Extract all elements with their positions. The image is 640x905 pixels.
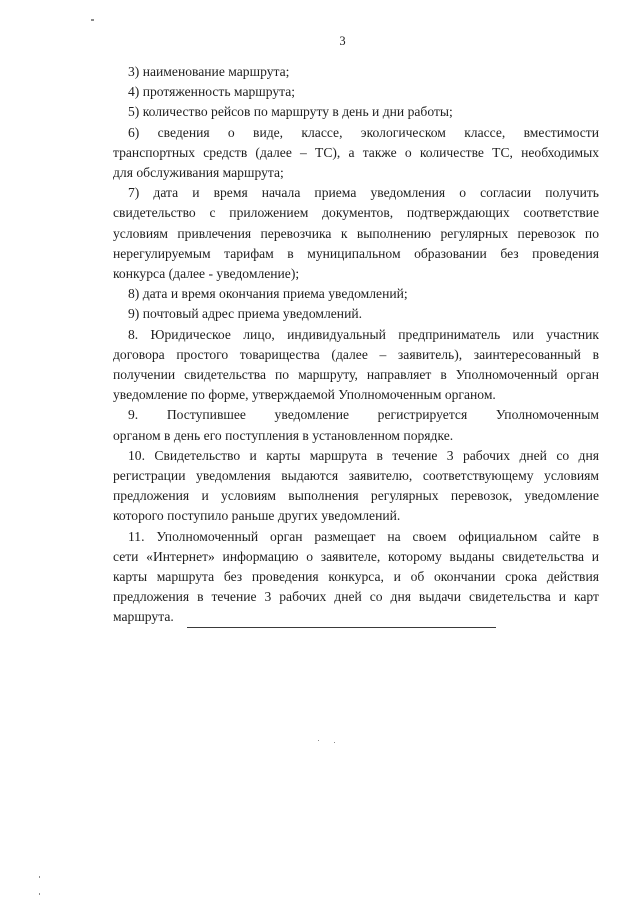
text-line: сети «Интернет» информацию о заявителе, которому выданы свидетельства и [113,548,599,564]
list-item-8: 8) дата и время окончания приема уведомлений; [128,286,408,302]
text-line: для обслуживания маршрута; [113,165,284,181]
list-item-4: 4) протяженность маршрута; [128,84,296,100]
text-line: транспортных средств (далее – ТС), а также о количестве ТС, необходимых [113,144,599,160]
section-9-paragraph [113,405,599,445]
list-item-7 [113,183,599,284]
document-body [113,62,599,628]
text-line: 6) сведения о виде, классе, экологическом классе, вместимости [128,124,599,140]
section-8-paragraph [113,325,599,406]
text-line: карты маршрута без проведения конкурса, и об окончании срока действия [113,569,599,585]
text-line: нерегулируемым тарифам в муниципальном образовании без проведения [113,245,599,261]
list-item-9: 9) почтовый адрес приема уведомлений. [128,306,363,322]
text-line: конкурса (далее - уведомление); [113,266,300,282]
scan-speck [318,740,319,741]
scan-speck [334,742,335,743]
text-line: регистрации уведомления выдаются заявителю, соответствующему условиям [113,468,599,484]
text-line: 8. Юридическое лицо, индивидуальный предприниматель или участник [128,326,599,342]
text-line: условиям привлечения перевозчика к выполнению регулярных перевозок по [113,225,599,241]
text-line: 10. Свидетельство и карты маршрута в течение 3 рабочих дней со дня [128,447,599,463]
text-line: уведомление по форме, утверждаемой Уполномоченным органом. [113,387,496,403]
scan-speck [39,893,40,895]
text-line: которого поступило раньше других уведомлений. [113,508,401,524]
text-line: 11. Уполномоченный орган размещает на своем официальном сайте в [128,528,599,544]
text-line: договора простого товарищества (далее – заявитель), заинтересованный в [113,346,599,362]
text-line: получении свидетельства по маршруту, направляет в Уполномоченный орган [113,367,599,383]
scan-speck [91,19,94,21]
text-line: органом в день его поступления в установленном порядке. [113,427,454,443]
scan-speck [39,876,40,878]
list-item-6 [113,123,599,184]
end-of-text-rule [187,627,496,628]
page-number: 3 [339,34,346,48]
list-item-3: 3) наименование маршрута; [128,64,290,79]
section-11-paragraph [113,527,599,628]
section-10-paragraph [113,446,599,527]
text-line: предложения в течение 3 рабочих дней со дня выдачи свидетельства и карт [113,589,599,605]
text-line: свидетельство с приложением документов, подтверждающих соответствие [113,205,599,221]
text-line: 9. Поступившее уведомление регистрируется Уполномоченным [128,407,599,423]
text-line: предложения и условиям выполнения регулярных перевозок, уведомление [113,488,599,504]
list-item-5: 5) количество рейсов по маршруту в день и дни работы; [128,104,453,120]
text-line: 7) дата и время начала приема уведомления о согласии получить [128,185,599,201]
text-line: маршрута. [113,609,174,625]
